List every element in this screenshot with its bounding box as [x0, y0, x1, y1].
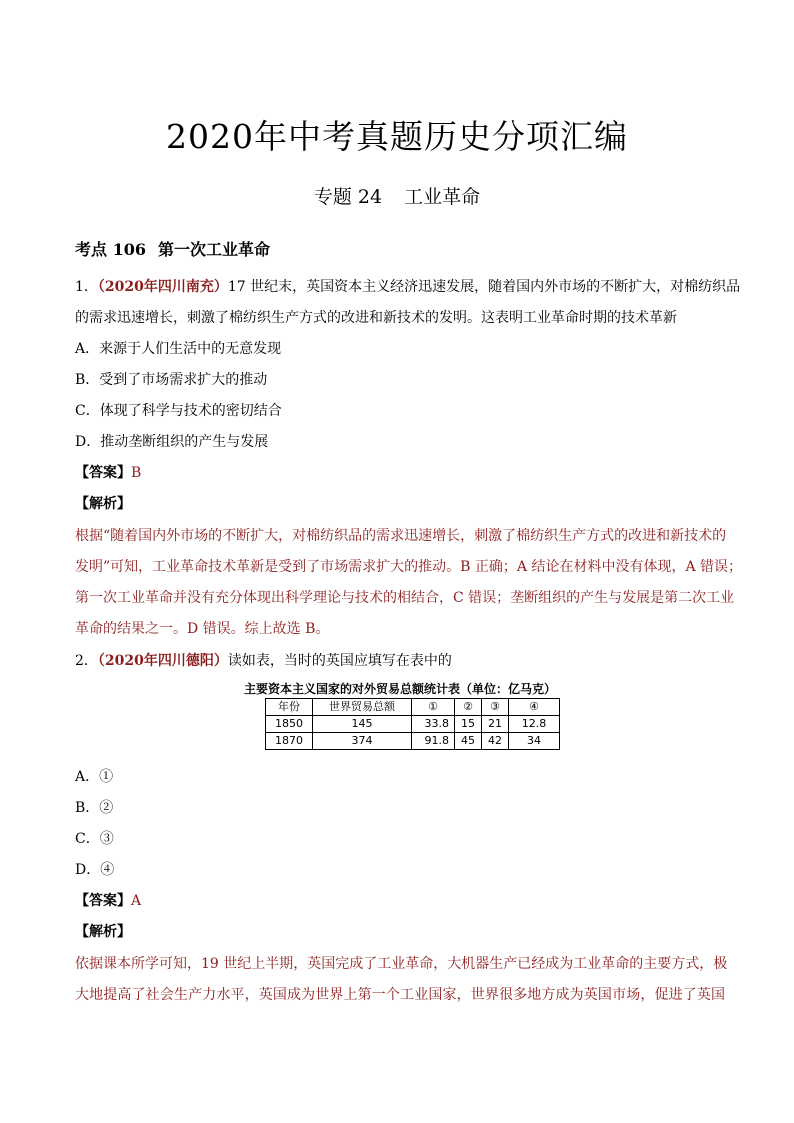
header-cell: ④: [509, 699, 560, 716]
q1-option-c: C．体现了科学与技术的密切结合: [75, 403, 282, 419]
q1-answer-value: B: [131, 465, 142, 481]
q2-stem-text: 读如表，当时的英国应填写在表中的: [227, 653, 452, 669]
subtitle-topic: 工业革命: [404, 186, 481, 208]
header-cell: ③: [482, 699, 509, 716]
table-cell: 34: [509, 733, 560, 750]
q2-analysis-line-1: 依据课本所学可知，19 世纪上半期，英国完成了工业革命，大机器生产已经成为工业革命的主要方式，极: [75, 956, 728, 972]
table-cell: 91.8: [412, 733, 455, 750]
q1-stem-text-1: 17 世纪末，英国资本主义经济迅速发展，随着国内外市场的不断扩大，对棉纺织品: [227, 279, 741, 295]
section-heading: [75, 238, 270, 262]
header-cell: 世界贸易总额: [313, 699, 412, 716]
q1-analysis-line-2: 发明”可知，工业革命技术革新是受到了市场需求扩大的推动。B 正确；A 结论在材料中没有体现，A 错误；: [75, 559, 743, 575]
q1-option-a: A．来源于人们生活中的无意发现: [75, 341, 282, 357]
table-cell: 12.8: [509, 716, 560, 733]
table-cell: 33.8: [412, 716, 455, 733]
table-cell: 1850: [266, 716, 313, 733]
q2-answer-value: A: [131, 893, 142, 909]
q2-stem-line: [75, 650, 725, 672]
table-cell: 45: [455, 733, 482, 750]
q2-option-d: D．④: [75, 862, 115, 878]
table-header-row: [266, 699, 560, 716]
q1-option-b: B．受到了市场需求扩大的推动: [75, 372, 268, 388]
table-row: [266, 716, 560, 733]
table-row: [266, 733, 560, 750]
q1-analysis-line-1: 根据“随着国内外市场的不断扩大，对棉纺织品的需求迅速增长，刺激了棉纺织生产方式的改进和新技术的: [75, 528, 727, 544]
q2-answer: [75, 890, 725, 912]
table-cell: 1870: [266, 733, 313, 750]
q2-option-b: B．②: [75, 800, 114, 816]
q1-stem-line-2: 的需求迅速增长，刺激了棉纺织生产方式的改进和新技术的发明。这表明工业革命时期的技术革新: [75, 310, 677, 326]
q1-source: （2020年四川南充）: [97, 279, 228, 295]
table-cell: 21: [482, 716, 509, 733]
header-cell: 年份: [266, 699, 313, 716]
trade-table-caption: 主要资本主义国家的对外贸易总额统计表（单位：亿马克）: [243, 682, 556, 696]
q1-answer: [75, 462, 725, 484]
table-cell: 374: [313, 733, 412, 750]
header-cell: ②: [455, 699, 482, 716]
table-cell: 42: [482, 733, 509, 750]
q1-stem-line-1: [75, 276, 741, 298]
q1-analysis-label: 【解析】: [75, 496, 131, 512]
section-name: 第一次工业革命: [157, 240, 270, 259]
q2-analysis-line-2: 大地提高了社会生产力水平，英国成为世界上第一个工业国家，世界很多地方成为英国市场，促进了英国: [75, 987, 725, 1003]
q2-option-a: A．①: [75, 769, 114, 785]
q1-answer-label: 【答案】: [75, 465, 131, 481]
q2-number: 2．: [75, 653, 98, 669]
q2-answer-label: 【答案】: [75, 893, 131, 909]
header-cell: ①: [412, 699, 455, 716]
section-label: 考点 106: [75, 240, 146, 259]
q2-option-c: C．③: [75, 831, 114, 847]
q1-analysis-line-3: 第一次工业革命并没有充分体现出科学理论与技术的相结合，C 错误；垄断组织的产生与发展是第二次工业: [75, 590, 735, 606]
document-title: 2020年中考真题历史分项汇编: [166, 117, 628, 156]
q1-option-d: D．推动垄断组织的产生与发展: [75, 434, 269, 450]
trade-table: [265, 698, 560, 750]
table-cell: 145: [313, 716, 412, 733]
table-cell: 15: [455, 716, 482, 733]
subtitle-prefix: 专题 24: [313, 186, 383, 208]
q1-number: 1．: [75, 279, 98, 295]
q2-analysis-label: 【解析】: [75, 924, 131, 940]
q1-analysis-line-4: 革命的结果之一。D 错误。综上故选 B。: [75, 621, 330, 637]
document-subtitle: [0, 183, 794, 211]
q2-source: （2020年四川德阳）: [97, 653, 228, 669]
